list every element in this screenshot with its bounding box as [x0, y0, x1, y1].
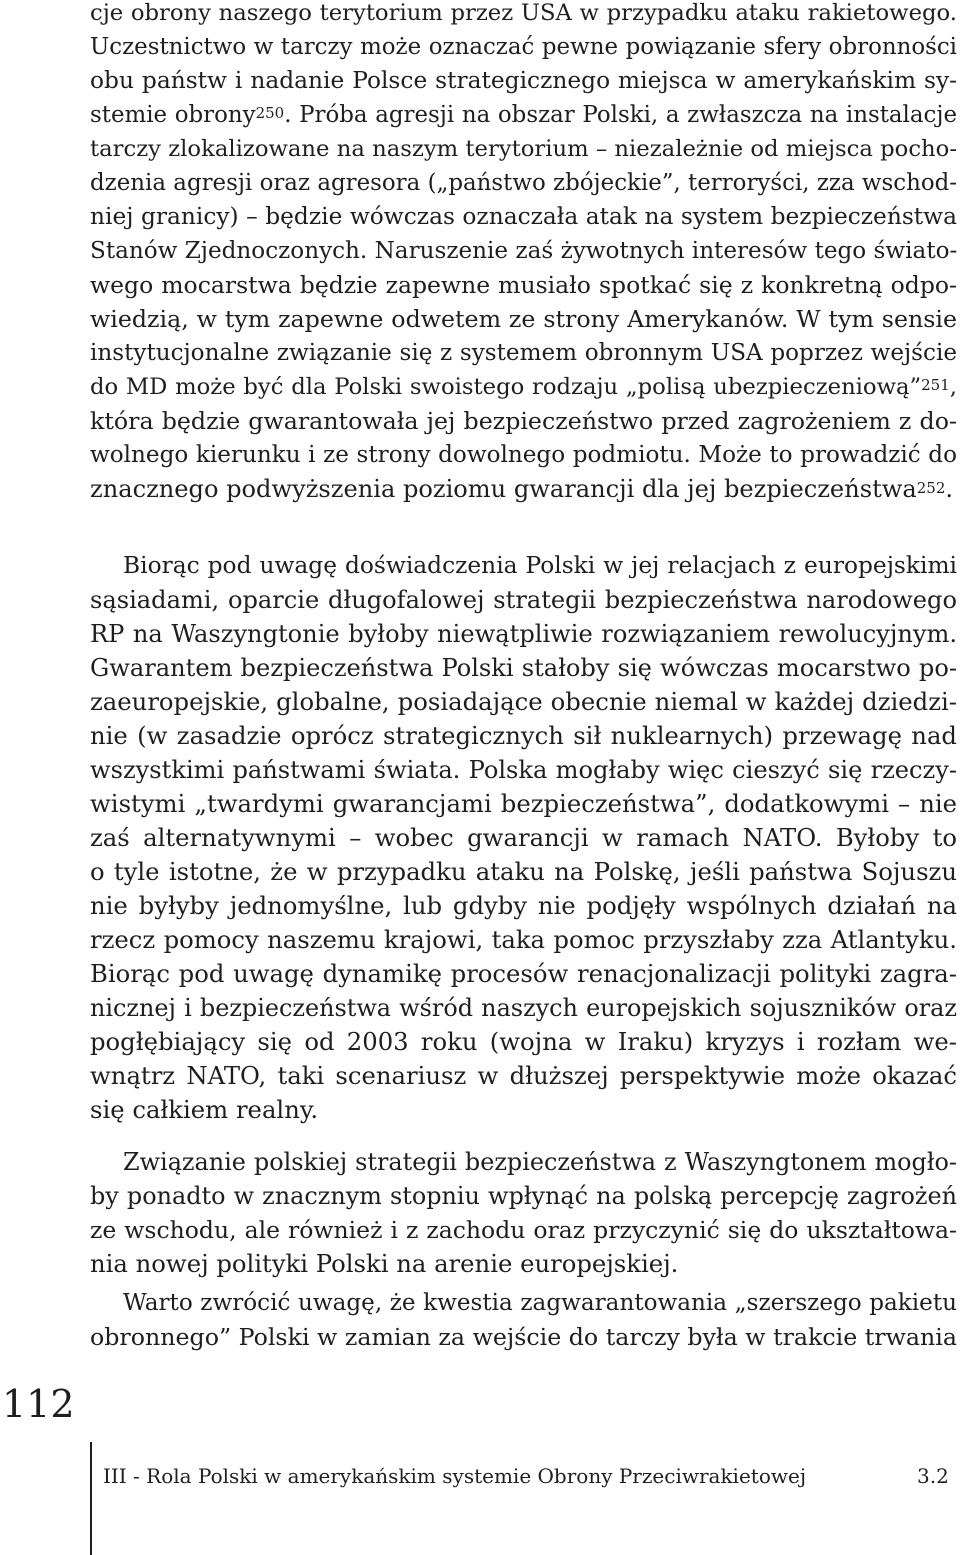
text-line: pogłębiający się od 2003 roku (wojna w Iraku) kryzys i rozłam we-	[90, 1027, 957, 1056]
text-line: cje obrony naszego terytorium przez USA w przypadku ataku rakietowego.	[90, 0, 957, 26]
text-line: stemie obrony$^{250}$. Próba agresji na obszar Polski, a zwłaszcza na instalacje	[90, 102, 957, 128]
text-line: obu państw i nadanie Polsce strategicznego miejsca w amerykańskim sy-	[90, 67, 957, 94]
text-line: Stanów Zjednoczonych. Naruszenie zaś żywotnych interesów tego świato-	[90, 238, 958, 264]
footnote-ref-251: 251	[921, 376, 950, 394]
text-line: wszystkimi państwami świata. Polska mogłaby więc cieszyć się rzeczy-	[90, 756, 957, 784]
text-line: obronnego” Polski w zamian za wejście do tarczy była w trakcie trwania	[90, 1323, 957, 1351]
text-line: znacznego podwyższenia poziomu gwarancji dla jej bezpieczeństwa$^{252}$.	[90, 475, 954, 503]
footer-chapter-title: III - Rola Polski w amerykańskim systemie Obrony Przeciwrakietowej	[103, 1464, 807, 1488]
text-line: sąsiadami, oparcie długofalowej strategii bezpieczeństwa narodowego	[90, 586, 957, 614]
text-line: Gwarantem bezpieczeństwa Polski stałoby się wówczas mocarstwo po-	[90, 654, 957, 682]
body-paragraph-1	[90, 0, 957, 506]
text-line: Uczestnictwo w tarczy może oznaczać pewne powiązanie sfery obronności	[90, 34, 957, 60]
text-line: dzenia agresji oraz agresora („państwo zbójeckie”, terroryści, zza wschod-	[90, 170, 957, 196]
text-line: wiedzią, w tym zapewne odwetem ze strony Amerykanów. W tym sensie	[90, 305, 957, 333]
text-line: się całkiem realny.	[90, 1095, 319, 1124]
text-line: wnątrz NATO, taki scenariusz w dłuższej perspektywie może okazać	[90, 1061, 957, 1090]
page-number: 112	[2, 1382, 75, 1426]
body-paragraph-3	[90, 1145, 957, 1281]
body-paragraph-4	[90, 1286, 957, 1354]
body-paragraph-2	[90, 549, 957, 1127]
text-line: nie byłyby jednomyślne, lub gdyby nie podjęły wspólnych działań na	[90, 891, 957, 920]
text-line: która będzie gwarantowała jej bezpieczeństwo przed zagrożeniem z do-	[90, 407, 957, 435]
text-line: ze wschodu, ale również i z zachodu oraz przyczynić się do ukształtowa-	[90, 1216, 957, 1244]
text-line: RP na Waszyngtonie byłoby niewątpliwie rozwiązaniem rewolucyjnym.	[90, 620, 957, 648]
text-line: Biorąc pod uwagę doświadczenia Polski w jej relacjach z europejskimi	[123, 552, 957, 579]
text-line: Biorąc pod uwagę dynamikę procesów renacjonalizacji polityki zagra-	[90, 959, 957, 988]
text-line: zaś alternatywnymi – wobec gwarancji w ramach NATO. Byłoby to	[90, 823, 957, 852]
text-line: nicznej i bezpieczeństwa wśród naszych europejskich sojuszników oraz	[90, 994, 957, 1022]
text-line: wego mocarstwa będzie zapewne musiało spotkać się z konkretną odpo-	[90, 271, 957, 299]
text-line: nie (w zasadzie oprócz strategicznych sił nuklearnych) przewagę nad	[90, 721, 957, 750]
text-line: instytucjonalne związanie się z systemem obronnym USA poprzez wejście	[90, 340, 957, 366]
text-line: wistymi „twardymi gwarancjami bezpieczeństwa”, dodatkowymi – nie	[90, 789, 957, 818]
text-line: Warto zwrócić uwagę, że kwestia zagwarantowania „szerszego pakietu	[123, 1290, 957, 1316]
text-line: nia nowej polityki Polski na arenie europejskiej.	[90, 1249, 679, 1278]
text-line: do MD może być dla Polski swoistego rodzaju „polisą ubezpieczeniową”$^{251}$,	[90, 374, 957, 400]
text-line: tarczy zlokalizowane na naszym terytorium – niezależnie od miejsca pocho-	[90, 136, 957, 162]
text-line: wolnego kierunku i ze strony dowolnego podmiotu. Może to prowadzić do	[90, 442, 957, 468]
text-line: rzecz pomocy naszemu krajowi, taka pomoc przyszłaby zza Atlantyku.	[90, 925, 957, 954]
text-line: Związanie polskiej strategii bezpieczeństwa z Waszyngtonem mogło-	[123, 1148, 957, 1176]
footer-divider	[90, 1442, 92, 1555]
footnote-ref-252: 252	[916, 479, 946, 497]
footnote-ref-250: 250	[255, 104, 285, 122]
text-line: niej granicy) – będzie wówczas oznaczała atak na system bezpieczeństwa	[90, 203, 957, 230]
text-line: by ponadto w znacznym stopniu wpłynąć na polską percepcję zagrożeń	[90, 1182, 957, 1210]
text-line: o tyle istotne, że w przypadku ataku na Polskę, jeśli państwa Sojuszu	[90, 857, 957, 886]
footer-section-number: 3.2	[917, 1464, 949, 1488]
text-line: zaeuropejskie, globalne, posiadające obecnie niemal w każdej dziedzi-	[90, 687, 957, 716]
